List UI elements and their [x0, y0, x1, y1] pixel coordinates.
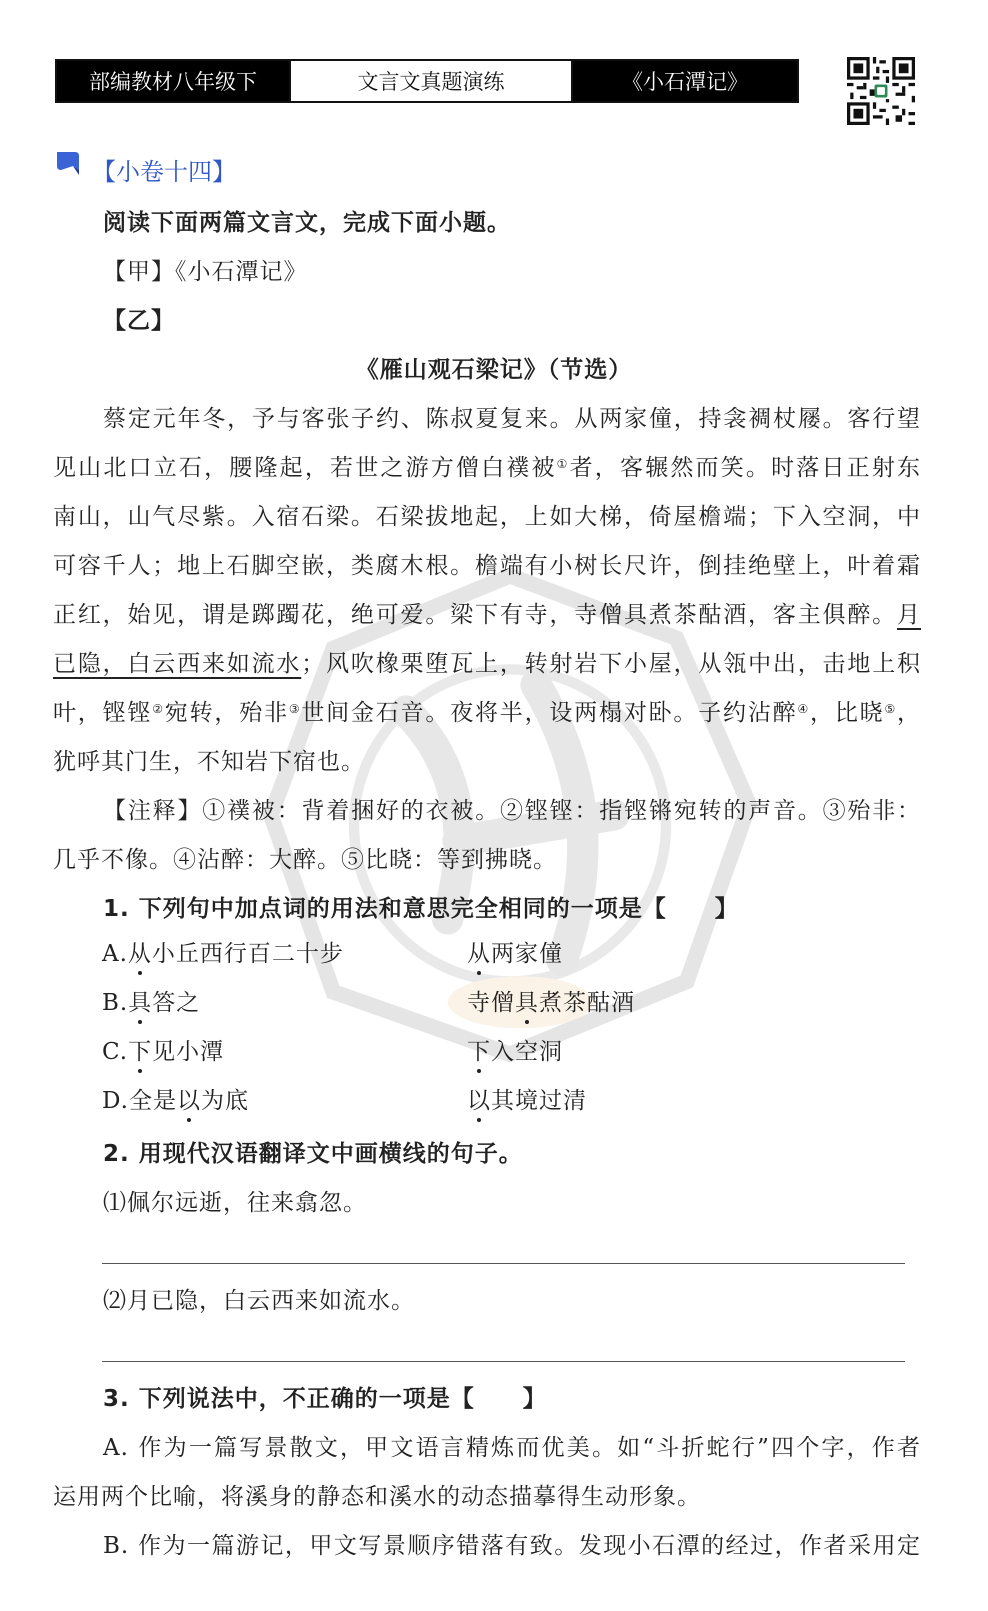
q1-option-c-right: 下入空洞: [467, 1039, 563, 1065]
q2-sentence-1: ⑴佩尔远逝，往来翕忽。: [103, 1190, 367, 1216]
bookmark-icon: [53, 148, 83, 178]
dotted-char: 从: [467, 941, 491, 967]
dotted-char: 从: [127, 941, 152, 967]
q1-option-d-right: 以其境过清: [467, 1088, 587, 1114]
question-1-stem: 1. 下列句中加点词的用法和意思完全相同的一项是【 】: [103, 896, 739, 922]
passage-line: 犹呼其门生，不知岩下宿也。: [53, 749, 365, 775]
passage-line: 南山，山气尽紫。入宿石梁。石梁拔地起，上如大梯，倚屋檐端；下入空洞，中: [53, 504, 921, 530]
q1-option-a-left: A.从小丘西行百二十步: [102, 941, 344, 967]
header-grade: 部编教材八年级下: [57, 61, 289, 101]
q3-option-a-line: 运用两个比喻，将溪身的静态和溪水的动态描摹得生动形象。: [53, 1484, 701, 1510]
passage-line: 已隐，白云西来如流水；风吹橡栗堕瓦上，转射岩下小屋，从瓴中出，击地上积: [53, 651, 922, 677]
dotted-char: 下: [128, 1039, 153, 1065]
instructions: 阅读下面两篇文言文，完成下面小题。: [103, 210, 511, 236]
answer-line: [102, 1263, 905, 1264]
dotted-char: 具: [515, 990, 539, 1016]
dotted-char: 下: [467, 1039, 491, 1065]
header-topic: 文言文真题演练: [289, 61, 573, 101]
footnote-ref: ①: [556, 457, 570, 471]
footnote-ref: ③: [288, 702, 302, 716]
passage-line: 正红，始见，谓是踯躅花，绝可爱。梁下有寺，寺僧具煮茶酤酒，客主俱醉。月: [53, 602, 921, 628]
q3-option-b-line: B. 作为一篇游记，甲文写景顺序错落有致。发现小石潭的经过，作者采用定: [103, 1533, 921, 1559]
footnote-ref: ④: [797, 702, 811, 716]
passage-a-label: 【甲】《小石潭记》: [103, 259, 308, 285]
question-3-stem: 3. 下列说法中，不正确的一项是【 】: [103, 1386, 547, 1412]
question-2-stem: 2. 用现代汉语翻译文中画横线的句子。: [103, 1141, 523, 1167]
q2-sentence-2: ⑵月已隐，白云西来如流水。: [103, 1288, 415, 1314]
answer-line: [102, 1361, 905, 1362]
q3-option-a-line: A. 作为一篇写景散文，甲文语言精炼而优美。如“斗折蛇行”四个字，作者: [103, 1435, 921, 1461]
q1-option-d-left: D.全是以为底: [102, 1088, 249, 1114]
q1-option-a-right: 从两家僮: [467, 941, 563, 967]
dotted-char: 以: [176, 1088, 201, 1114]
q1-option-b-right: 寺僧具煮茶酤酒: [467, 990, 635, 1016]
passage-line: 叶，铿铿②宛转，殆非③世间金石音。夜将半，设两榻对卧。子约沾醉④，比晓⑤，: [53, 700, 921, 726]
footnote-ref: ②: [152, 702, 165, 716]
dotted-char: 具: [128, 990, 153, 1016]
q1-option-c-left: C.下见小潭: [102, 1039, 225, 1065]
section-title: 【小卷十四】: [92, 158, 236, 186]
passage-line: 可容千人；地上石脚空嵌，类腐木根。檐端有小树长尺许，倒挂绝壁上，叶着霜: [53, 553, 921, 579]
passage-line: 见山北口立石，腰隆起，若世之游方僧白襆被①者，客辗然而笑。时落日正射东: [53, 455, 922, 481]
underlined-sentence: 月: [897, 602, 921, 628]
passage-line: 蔡定元年冬，予与客张子约、陈叔夏复来。从两家僮，持衾裯杖屦。客行望: [103, 406, 921, 432]
qr-code-icon: [847, 57, 915, 125]
q1-option-b-left: B.具答之: [102, 990, 201, 1016]
header-bar: [55, 59, 799, 103]
dotted-char: 以: [467, 1088, 491, 1114]
notes-line: 【注释】①襆被：背着捆好的衣被。②铿铿：指铿锵宛转的声音。③殆非：: [103, 798, 921, 824]
passage-b-title: 《雁山观石梁记》（节选）: [355, 357, 633, 383]
passage-b-label: 【乙】: [103, 308, 175, 334]
notes-line: 几乎不像。④沾醉：大醉。⑤比晓：等到拂晓。: [53, 847, 557, 873]
footnote-ref: ⑤: [884, 702, 897, 716]
header-lesson: 《小石潭记》: [573, 61, 797, 101]
underlined-sentence: 已隐，白云西来如流水: [53, 651, 302, 677]
